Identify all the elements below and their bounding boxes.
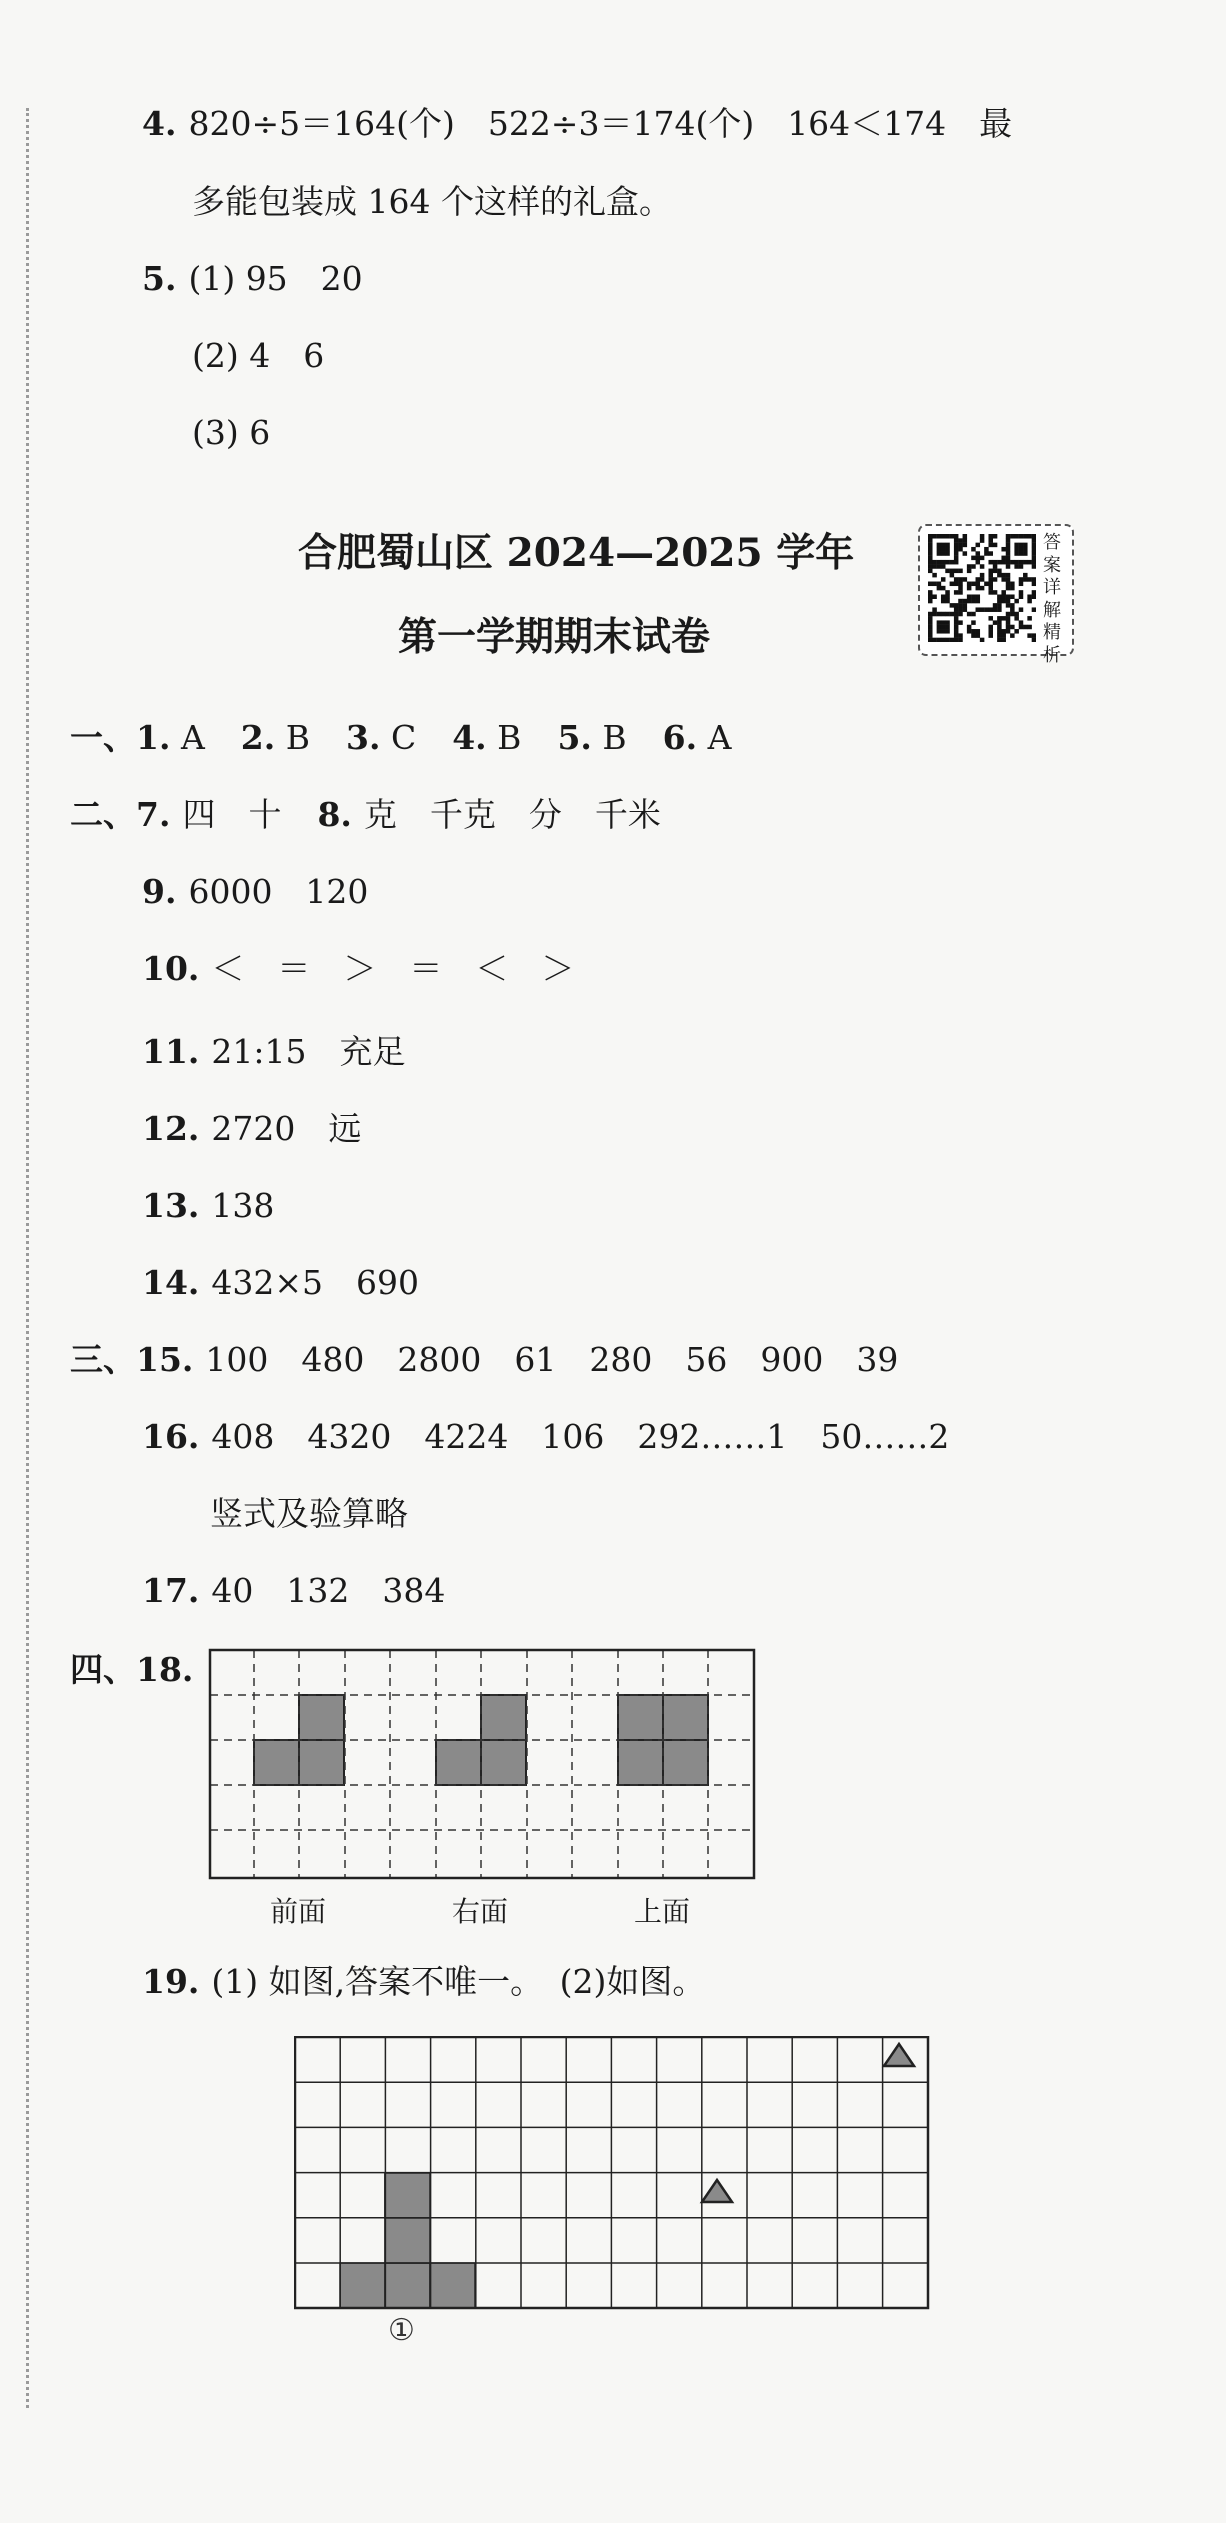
view-square xyxy=(618,1740,663,1785)
q9-number: 9. xyxy=(142,872,177,911)
q4b-answer: B xyxy=(497,718,522,757)
q13-answer: 138 xyxy=(211,1186,275,1225)
qr-code-icon xyxy=(928,534,1036,642)
section1-label: 一、 xyxy=(70,718,136,757)
q11-number: 11. xyxy=(142,1032,200,1071)
section4-label: 四、 xyxy=(70,1650,136,1689)
view-square xyxy=(618,1695,663,1740)
q5-number: 5. xyxy=(142,259,177,298)
q15-answer: 100 480 2800 61 280 56 900 39 xyxy=(205,1340,899,1379)
q10-line xyxy=(142,949,574,989)
q17-number: 17. xyxy=(142,1571,200,1610)
q10-answer: ＜ ＝ ＞ ＝ ＜ ＞ xyxy=(211,949,575,988)
view-square xyxy=(663,1740,708,1785)
view-square xyxy=(481,1740,526,1785)
q19-answer: (1) 如图,答案不唯一。 (2)如图。 xyxy=(211,1962,706,2001)
qr-label: 答 案 详 解 精 析 xyxy=(1043,532,1061,666)
three-views-grid xyxy=(208,1648,756,1880)
exam-title-line1: 合肥蜀山区 2024—2025 学年 xyxy=(298,530,855,576)
q12-line xyxy=(142,1109,361,1149)
q5b-number: 5. xyxy=(557,718,592,757)
q14-answer: 432×5 690 xyxy=(211,1263,420,1302)
q14-line xyxy=(142,1263,419,1303)
q17-answer: 40 132 384 xyxy=(211,1571,446,1610)
q17-line xyxy=(142,1571,445,1611)
q12-number: 12. xyxy=(142,1109,200,1148)
q6-number: 6. xyxy=(662,718,698,757)
section1-answers xyxy=(70,718,731,758)
q15-number: 15. xyxy=(136,1340,194,1379)
q5b-answer: B xyxy=(602,718,627,757)
q8-number: 8. xyxy=(317,795,352,834)
triangle-icon xyxy=(884,2044,914,2066)
q3-answer: C xyxy=(390,718,417,757)
q2-answer: B xyxy=(285,718,311,757)
section3-line xyxy=(70,1340,898,1380)
exam-title-line2: 第一学期期末试卷 xyxy=(398,614,711,660)
q4b-number: 4. xyxy=(452,718,487,757)
view-square xyxy=(436,1740,481,1785)
view-square xyxy=(254,1740,299,1785)
q19-number: 19. xyxy=(142,1962,200,2001)
q18-number: 18. xyxy=(136,1650,194,1689)
q10-number: 10. xyxy=(142,949,200,988)
q5-part1: (1) 95 20 xyxy=(188,259,363,298)
q13-number: 13. xyxy=(142,1186,200,1225)
q3-number: 3. xyxy=(346,718,381,757)
q4-line2: 多能包装成 164 个这样的礼盒。 xyxy=(192,182,672,221)
q5-part2: (2) 4 6 xyxy=(192,336,325,375)
circled-one-marker: ① xyxy=(388,2313,415,2348)
q11-line xyxy=(142,1032,406,1072)
q5-part3: (3) 6 xyxy=(192,413,271,452)
view-square xyxy=(481,1695,526,1740)
view-square xyxy=(663,1695,708,1740)
q16-line xyxy=(142,1417,949,1457)
section2-label: 二、 xyxy=(70,795,136,834)
section4-line xyxy=(70,1650,193,1690)
q2-number: 2. xyxy=(240,718,276,757)
view-label-front: 前面 xyxy=(270,1895,327,1928)
q4-text: 820÷5＝164(个) 522÷3＝174(个) 164＜174 最 xyxy=(188,104,1013,143)
q19-line xyxy=(142,1962,705,2002)
q1-number: 1. xyxy=(136,718,171,757)
qr-code-box[interactable] xyxy=(918,524,1074,666)
triangle-icon xyxy=(702,2180,732,2202)
view-square xyxy=(299,1695,344,1740)
q14-number: 14. xyxy=(142,1263,200,1302)
q7-answer: 四 十 xyxy=(182,795,282,834)
q16-number: 16. xyxy=(142,1417,200,1456)
q13-line xyxy=(142,1186,274,1226)
view-label-top: 上面 xyxy=(634,1895,691,1928)
q16-answer: 408 4320 4224 106 292……1 50……2 xyxy=(211,1417,950,1456)
q5-line1 xyxy=(142,259,363,299)
view-label-right: 右面 xyxy=(452,1895,509,1928)
q9-answer: 6000 120 xyxy=(188,872,369,911)
q7-number: 7. xyxy=(136,795,171,834)
q9-line xyxy=(142,872,368,912)
q16-note: 竖式及验算略 xyxy=(210,1494,408,1533)
q1-answer: A xyxy=(180,718,205,757)
q6-answer: A xyxy=(707,718,732,757)
q4-line1 xyxy=(142,104,1012,144)
q4-number: 4. xyxy=(142,104,177,143)
margin-dotted-line xyxy=(26,108,29,2408)
q8-answer: 克 千克 分 千米 xyxy=(363,795,661,834)
square-grid-19 xyxy=(294,2036,930,2310)
section3-label: 三、 xyxy=(70,1340,136,1379)
q12-answer: 2720 远 xyxy=(211,1109,362,1148)
view-square xyxy=(299,1740,344,1785)
q11-answer: 21:15 充足 xyxy=(211,1032,406,1071)
section2-line xyxy=(70,795,661,835)
